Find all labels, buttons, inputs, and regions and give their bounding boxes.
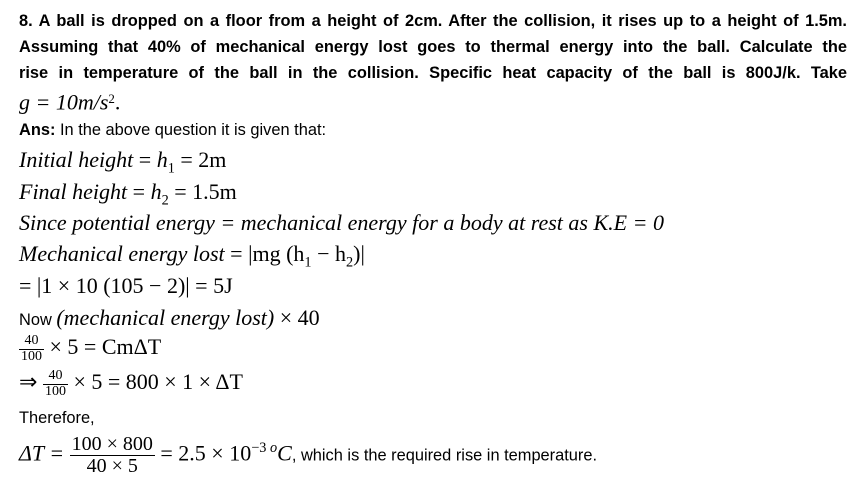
energy-lost-sub2: 2	[346, 254, 354, 271]
energy-lost-expr-c: )|	[353, 241, 365, 266]
g-period: .	[114, 89, 121, 115]
delta-t-line	[19, 434, 597, 477]
energy-lost-calc-line: = |1 × 10 (105 − 2)| = 5J	[19, 273, 233, 298]
result-tail-text: , which is the required rise in temperature.	[291, 446, 598, 465]
answer-intro-text: In the above question it is given that:	[55, 121, 327, 139]
fraction-delta-t	[70, 434, 155, 477]
g-expression: g = 10m/s	[19, 89, 109, 115]
therefore-text: Therefore,	[19, 409, 95, 427]
h1-sub: 1	[167, 160, 175, 177]
equation-cmdt: × 5 = CmΔT	[44, 334, 162, 360]
degree-symbol: o	[266, 440, 278, 457]
fraction-line-1	[19, 334, 161, 364]
question-line-3: rise in temperature of the ball in the collision. Specific heat capacity of the ball is 800J/k. Take	[19, 64, 847, 82]
answer-label: Ans:	[19, 121, 56, 139]
fraction-a-num: 40	[19, 334, 44, 350]
potential-energy-line: Since potential energy = mechanical energy for a body at rest as K.E = 0	[19, 210, 664, 235]
g-exponent: 2	[108, 91, 115, 106]
equation-800: × 5 = 800 × 1 × ΔT	[67, 369, 243, 395]
fraction-b-num: 40	[43, 369, 68, 385]
fraction-b-den: 100	[44, 383, 66, 399]
celsius-unit: C	[277, 440, 292, 466]
final-height-label: Final height	[19, 179, 128, 204]
now-text: Now	[19, 311, 57, 329]
h2-symbol: h	[150, 179, 162, 204]
final-height-value: = 1.5m	[168, 179, 237, 204]
question-line-1: 8. A ball is dropped on a floor from a height of 2cm. After the collision, it rises up to a height of 1.5m.	[19, 12, 847, 30]
implies-arrow: ⇒	[19, 369, 43, 395]
initial-height-line	[19, 147, 226, 177]
energy-lost-sub1: 1	[304, 254, 312, 271]
delta-t-label: ΔT =	[19, 440, 70, 466]
initial-height-label: Initial height	[19, 147, 134, 172]
fraction-40-100-a	[19, 334, 44, 364]
result-exponent: −3	[251, 440, 267, 457]
initial-height-eq: =	[133, 147, 157, 172]
final-height-eq: =	[127, 179, 151, 204]
question-text	[19, 8, 847, 117]
initial-height-value: = 2m	[174, 147, 227, 172]
final-height-line	[19, 179, 237, 209]
answer-intro	[19, 121, 326, 140]
times-forty: × 40	[274, 305, 320, 330]
question-line-4	[19, 86, 847, 117]
fraction-c-den: 40 × 5	[86, 455, 138, 477]
h1-symbol: h	[156, 147, 168, 172]
h2-sub: 2	[161, 192, 169, 209]
fraction-a-den: 100	[21, 348, 42, 364]
result-value: = 2.5 × 10	[154, 440, 252, 466]
energy-lost-label: Mechanical energy lost	[19, 241, 225, 266]
energy-lost-paren: (mechanical energy lost)	[56, 305, 275, 330]
energy-lost-expr-b: − h	[311, 241, 346, 266]
energy-lost-line	[19, 241, 365, 271]
fraction-line-2	[19, 369, 243, 399]
now-line	[19, 305, 320, 331]
fraction-40-100-b	[43, 369, 68, 399]
fraction-c-num: 100 × 800	[71, 433, 153, 455]
question-line-2: Assuming that 40% of mechanical energy lost goes to thermal energy into the ball. Calculate the	[19, 38, 847, 56]
energy-lost-expr-a: = |mg (h	[224, 241, 305, 266]
